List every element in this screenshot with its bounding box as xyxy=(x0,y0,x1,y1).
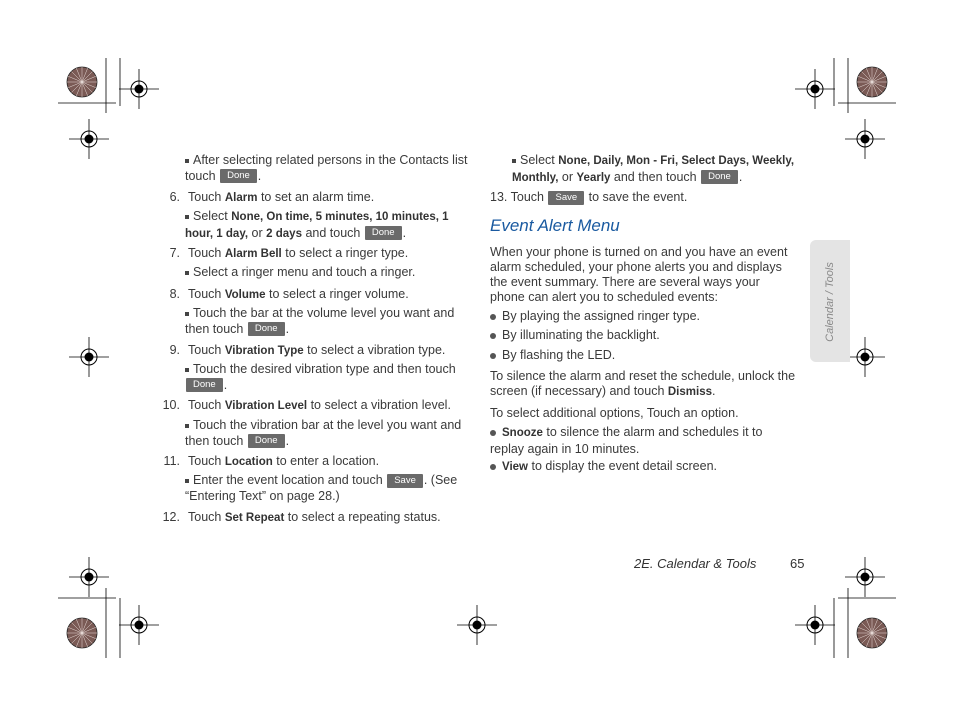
sub-step-vibration-level: Touch the vibration bar at the level you want and then touch Done . xyxy=(185,418,462,448)
sub-step-volume: Touch the bar at the volume level you want and then touch Done . xyxy=(185,306,455,336)
save-button[interactable]: Save xyxy=(548,191,584,205)
step-13: 13. Touch Save to save the event. xyxy=(490,190,688,204)
done-button[interactable]: Done xyxy=(220,169,257,183)
section-heading: Event Alert Menu xyxy=(490,216,620,235)
step-10: Touch Vibration Level to select a vibration level. xyxy=(188,398,451,412)
list-item-snooze: Snooze to silence the alarm and schedules it to replay again in 10 minutes. xyxy=(490,425,763,456)
done-button[interactable]: Done xyxy=(365,226,402,240)
list-item: By flashing the LED. xyxy=(490,348,615,362)
list-item-view: View to display the event detail screen. xyxy=(490,459,717,473)
save-button[interactable]: Save xyxy=(387,474,423,488)
sub-step-contacts: After selecting related persons in the Contacts list touch Done . xyxy=(185,153,468,183)
done-button[interactable]: Done xyxy=(186,378,223,392)
chapter-tab-label: Calendar / Tools xyxy=(824,262,836,342)
done-button[interactable]: Done xyxy=(248,434,285,448)
sub-step-alarm: Select None, On time, 5 minutes, 10 minutes, 1 hour, 1 day, or 2 days and touch Done . xyxy=(185,209,449,240)
intro-paragraph: When your phone is turned on and you have an event alarm scheduled, your phone alerts you and displays the event summary. There are several ways your phone can alert you to scheduled events: xyxy=(490,245,788,304)
sub-step-ringer: Select a ringer menu and touch a ringer. xyxy=(185,265,415,279)
step-7: Touch Alarm Bell to select a ringer type. xyxy=(188,246,409,260)
sub-step-location: Enter the event location and touch Save . (See “Entering Text” on page 28.) xyxy=(185,473,458,503)
step-number: 13. xyxy=(490,190,508,204)
additional-options-text: To select additional options, Touch an option. xyxy=(490,406,739,420)
step-number: 6. xyxy=(169,190,180,204)
step-number: 10. xyxy=(162,398,180,412)
step-number: 11. xyxy=(163,454,180,468)
list-item: By playing the assigned ringer type. xyxy=(490,309,700,323)
footer-section: 2E. Calendar & Tools xyxy=(634,556,757,571)
step-12: Touch Set Repeat to select a repeating status. xyxy=(188,510,441,524)
list-item: By illuminating the backlight. xyxy=(490,328,660,342)
step-number: 8. xyxy=(169,287,180,301)
page-number: 65 xyxy=(790,556,805,571)
step-11: Touch Location to enter a location. xyxy=(188,454,380,468)
done-button[interactable]: Done xyxy=(701,170,738,184)
chapter-tab xyxy=(810,240,850,362)
step-number: 7. xyxy=(169,246,180,260)
sub-step-repeat: Select None, Daily, Mon - Fri, Select Days, Weekly, Monthly, or Yearly and then touch Done . xyxy=(512,153,795,184)
silence-paragraph: To silence the alarm and reset the schedule, unlock the screen (if necessary) and touch Dismiss. xyxy=(490,369,796,398)
step-number: 9. xyxy=(169,343,180,357)
step-9: Touch Vibration Type to select a vibration type. xyxy=(188,343,446,357)
step-number: 12. xyxy=(162,510,180,524)
sub-step-vibration-type: Touch the desired vibration type and then touch Done . xyxy=(185,362,475,393)
step-6: Touch Alarm to set an alarm time. xyxy=(188,190,375,204)
step-8: Touch Volume to select a ringer volume. xyxy=(188,287,409,301)
done-button[interactable]: Done xyxy=(248,322,285,336)
